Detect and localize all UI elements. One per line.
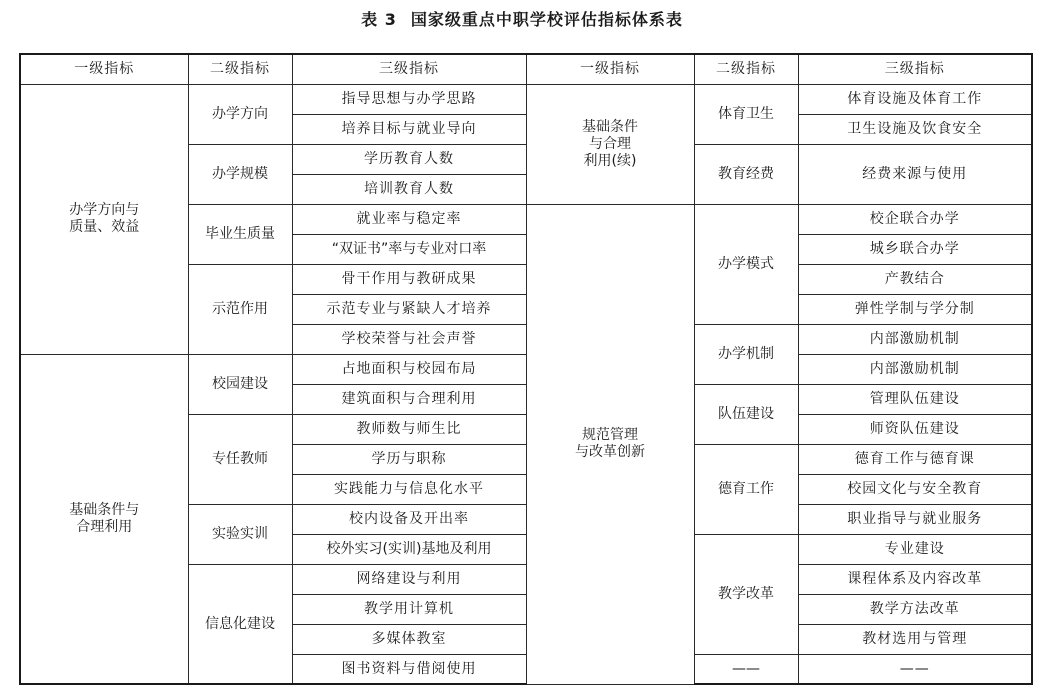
left-l2-cell: 办学方向 bbox=[188, 84, 292, 144]
left-l3-cell: 学历教育人数 bbox=[292, 144, 526, 174]
right-l3-cell: 课程体系及内容改革 bbox=[798, 564, 1032, 594]
left-l2-cell: 实验实训 bbox=[188, 504, 292, 564]
left-l2-cell: 毕业生质量 bbox=[188, 204, 292, 264]
right-l3-cell: 专业建设 bbox=[798, 534, 1032, 564]
right-l1-cell: 规范管理 与改革创新 bbox=[526, 204, 694, 684]
right-l2-cell: —— bbox=[694, 654, 798, 684]
left-l3-cell: 培训教育人数 bbox=[292, 174, 526, 204]
left-l3-cell: 教学用计算机 bbox=[292, 594, 526, 624]
caption-label: 表 3 bbox=[361, 10, 397, 29]
right-l3-cell: 德育工作与德育课 bbox=[798, 444, 1032, 474]
right-l3-cell: 内部激励机制 bbox=[798, 324, 1032, 354]
left-l3-cell: 培养目标与就业导向 bbox=[292, 114, 526, 144]
left-l3-cell: “双证书”率与专业对口率 bbox=[292, 234, 526, 264]
right-l2-cell: 队伍建设 bbox=[694, 384, 798, 444]
right-l3-cell: 教材选用与管理 bbox=[798, 624, 1032, 654]
right-l3-cell: 管理队伍建设 bbox=[798, 384, 1032, 414]
left-l3-cell: 教师数与师生比 bbox=[292, 414, 526, 444]
right-l3-cell: 教学方法改革 bbox=[798, 594, 1032, 624]
header-level2-left: 二级指标 bbox=[188, 54, 292, 84]
right-l1-cell: 基础条件 与合理 利用(续) bbox=[526, 84, 694, 204]
right-l3-cell: 产教结合 bbox=[798, 264, 1032, 294]
right-l3-cell: 师资队伍建设 bbox=[798, 414, 1032, 444]
right-l3-cell: —— bbox=[798, 654, 1032, 684]
right-l2-cell: 办学模式 bbox=[694, 204, 798, 324]
header-level3-right: 三级指标 bbox=[798, 54, 1032, 84]
left-l3-cell: 图书资料与借阅使用 bbox=[292, 654, 526, 684]
right-l3-cell: 校园文化与安全教育 bbox=[798, 474, 1032, 504]
left-l2-cell: 示范作用 bbox=[188, 264, 292, 354]
right-l3-cell: 弹性学制与学分制 bbox=[798, 294, 1032, 324]
left-l3-cell: 学校荣誉与社会声誉 bbox=[292, 324, 526, 354]
table-row bbox=[20, 84, 1032, 114]
left-l3-cell: 建筑面积与合理利用 bbox=[292, 384, 526, 414]
table-caption bbox=[0, 7, 1044, 30]
header-level2-right: 二级指标 bbox=[694, 54, 798, 84]
left-l3-cell: 就业率与稳定率 bbox=[292, 204, 526, 234]
header-row bbox=[20, 54, 1032, 84]
right-l2-cell: 体育卫生 bbox=[694, 84, 798, 144]
left-l1-cell: 办学方向与 质量、效益 bbox=[20, 84, 188, 354]
left-l3-cell: 学历与职称 bbox=[292, 444, 526, 474]
left-l3-cell: 校内设备及开出率 bbox=[292, 504, 526, 534]
right-l2-cell: 办学机制 bbox=[694, 324, 798, 384]
left-l3-cell: 实践能力与信息化水平 bbox=[292, 474, 526, 504]
right-l3-cell: 内部激励机制 bbox=[798, 354, 1032, 384]
right-l3-cell: 城乡联合办学 bbox=[798, 234, 1032, 264]
right-l2-cell: 教育经费 bbox=[694, 144, 798, 204]
header-level1-left: 一级指标 bbox=[20, 54, 188, 84]
left-l3-cell: 骨干作用与教研成果 bbox=[292, 264, 526, 294]
left-l3-cell: 网络建设与利用 bbox=[292, 564, 526, 594]
header-level1-right: 一级指标 bbox=[526, 54, 694, 84]
left-l3-cell: 示范专业与紧缺人才培养 bbox=[292, 294, 526, 324]
right-l3-cell: 校企联合办学 bbox=[798, 204, 1032, 234]
left-l2-cell: 信息化建设 bbox=[188, 564, 292, 684]
left-l3-cell: 占地面积与校园布局 bbox=[292, 354, 526, 384]
evaluation-index-table bbox=[19, 53, 1033, 685]
left-l1-cell: 基础条件与 合理利用 bbox=[20, 354, 188, 684]
right-l2-cell: 德育工作 bbox=[694, 444, 798, 534]
right-l3-cell: 卫生设施及饮食安全 bbox=[798, 114, 1032, 144]
right-l3-cell: 体育设施及体育工作 bbox=[798, 84, 1032, 114]
left-l2-cell: 校园建设 bbox=[188, 354, 292, 414]
right-l2-cell: 教学改革 bbox=[694, 534, 798, 654]
left-l2-cell: 办学规模 bbox=[188, 144, 292, 204]
left-l3-cell: 指导思想与办学思路 bbox=[292, 84, 526, 114]
header-level3-left: 三级指标 bbox=[292, 54, 526, 84]
right-l3-cell: 经费来源与使用 bbox=[798, 144, 1032, 204]
right-l3-cell: 职业指导与就业服务 bbox=[798, 504, 1032, 534]
caption-title: 国家级重点中职学校评估指标体系表 bbox=[410, 10, 683, 29]
left-l3-cell: 多媒体教室 bbox=[292, 624, 526, 654]
left-l2-cell: 专任教师 bbox=[188, 414, 292, 504]
left-l3-cell: 校外实习(实训)基地及利用 bbox=[292, 534, 526, 564]
